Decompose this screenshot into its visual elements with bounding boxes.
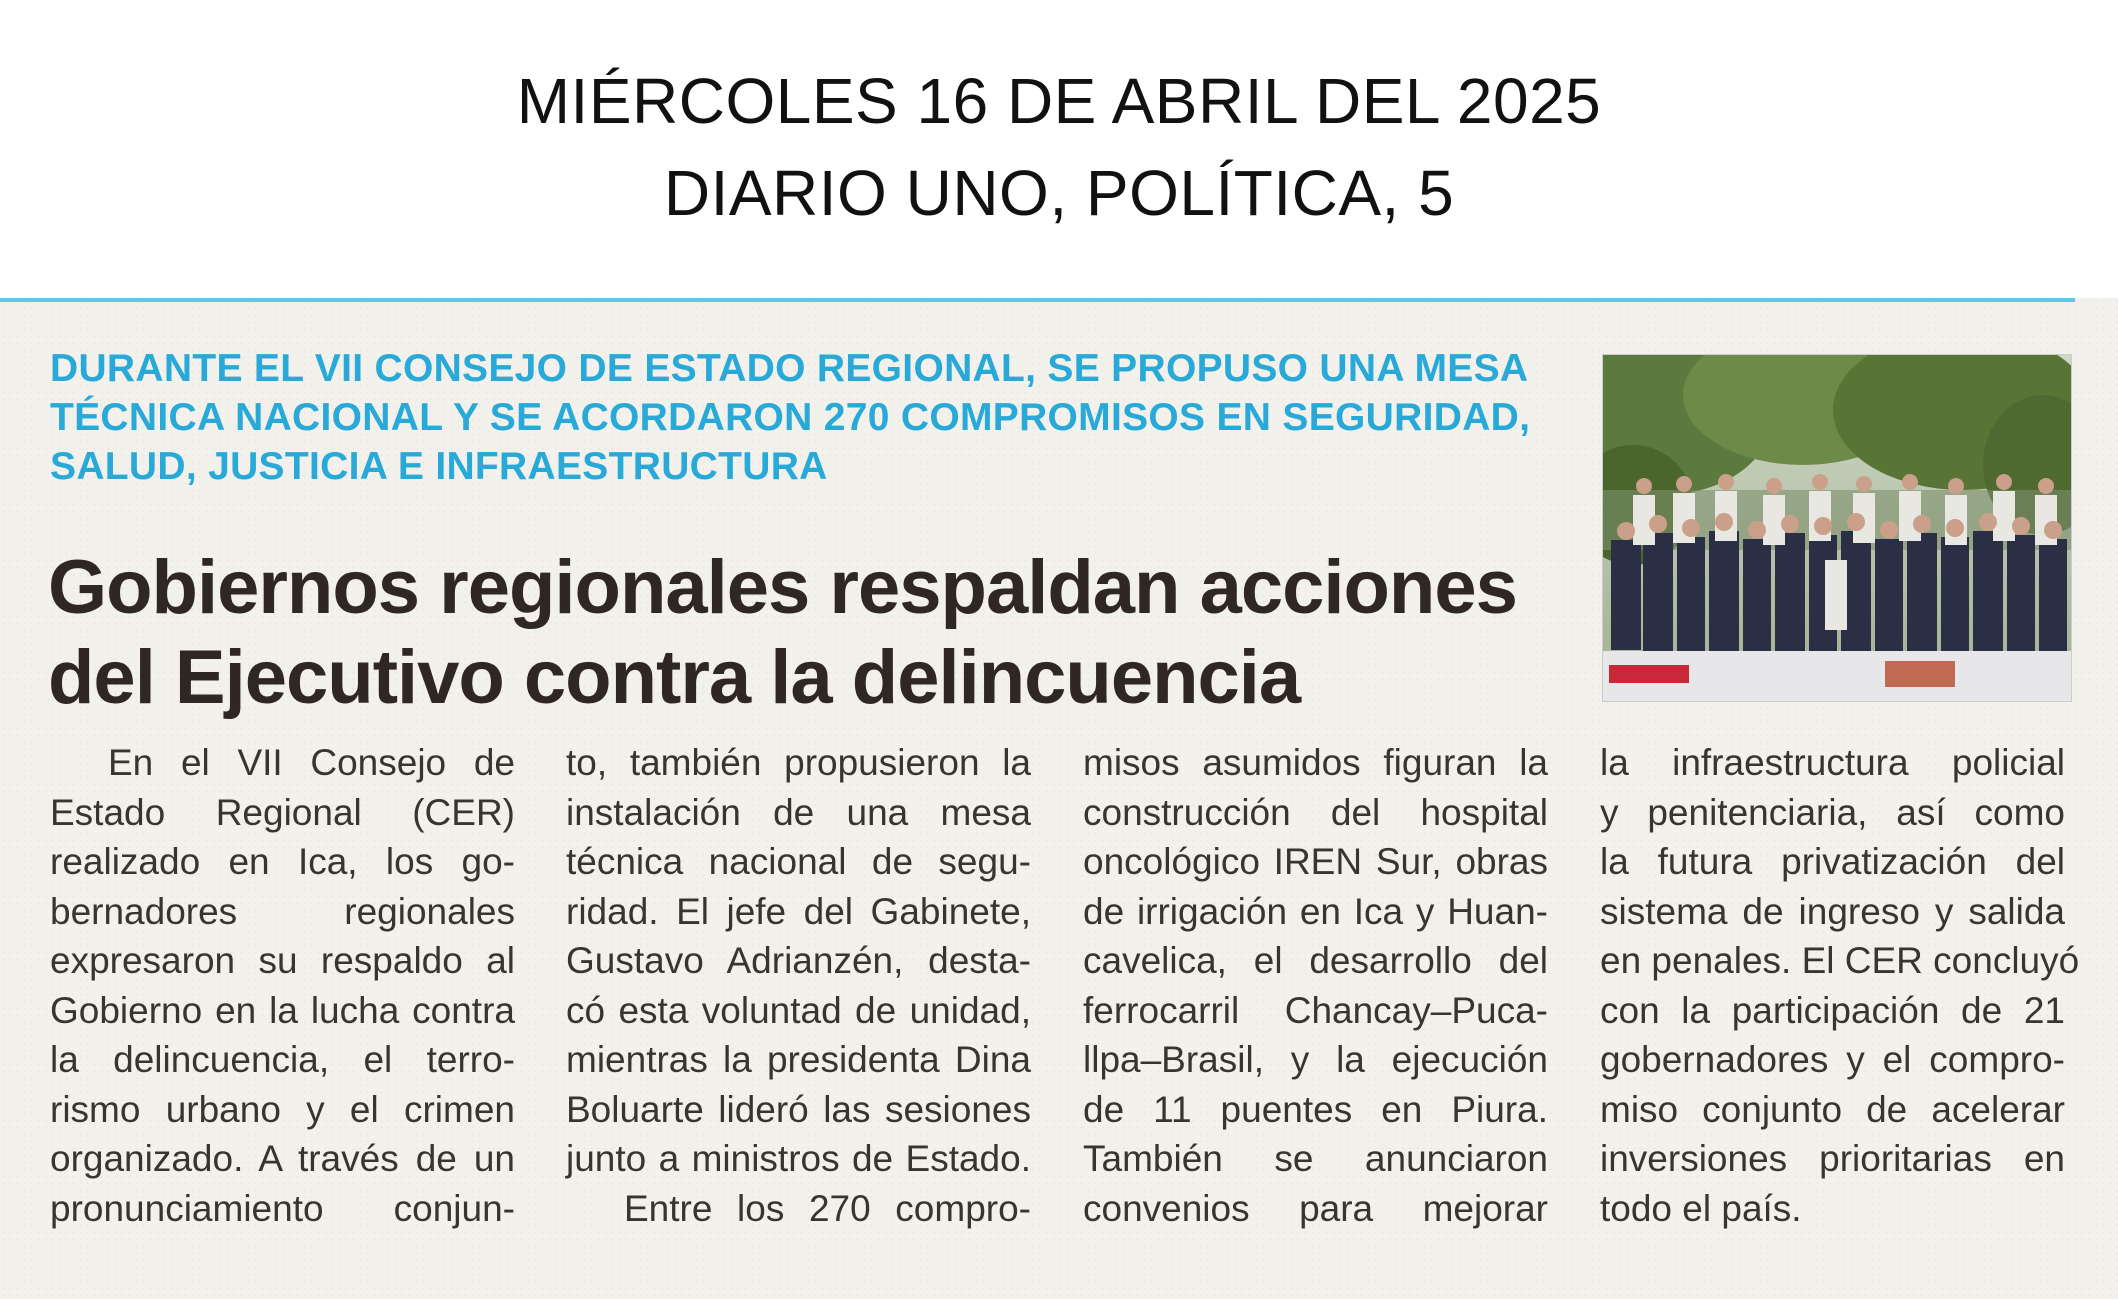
article-headline xyxy=(48,543,1548,723)
body-line: convenios para mejorar xyxy=(1083,1187,1548,1229)
publication-source: DIARIO UNO, POLÍTICA, 5 xyxy=(663,157,1455,229)
article-column-4 xyxy=(1600,738,2080,1233)
body-line: organizado. A través de un xyxy=(50,1138,515,1179)
body-line: gobernadores y el compro- xyxy=(1600,1039,2065,1080)
group-photo-icon xyxy=(1602,354,2072,702)
top-rule-divider xyxy=(0,298,2075,302)
body-line: expresaron su respaldo al xyxy=(50,940,515,981)
body-line: mientras la presidenta Dina xyxy=(566,1039,1031,1080)
article-column-3 xyxy=(1083,738,1548,1233)
article-column-2 xyxy=(566,738,1031,1233)
body-line: con la participación de 21 xyxy=(1600,989,2065,1031)
body-line: miso conjunto de acelerar xyxy=(1600,1088,2065,1130)
body-line: técnica nacional de segu- xyxy=(566,841,1031,882)
kicker-line: DURANTE EL VII CONSEJO DE ESTADO REGIONAL, SE PROPUSO UNA MESA xyxy=(50,347,1529,390)
body-line: cavelica, el desarrollo del xyxy=(1083,940,1548,981)
body-line: oncológico IREN Sur, obras xyxy=(1083,841,1548,882)
kicker-line: TÉCNICA NACIONAL Y SE ACORDARON 270 COMPROMISOS EN SEGURIDAD, xyxy=(50,396,1531,439)
article-column-1 xyxy=(50,738,515,1233)
body-line: realizado en Ica, los go- xyxy=(50,841,515,882)
body-line: pronunciamiento conjun- xyxy=(50,1187,515,1229)
newspaper-clipping xyxy=(0,298,2118,1299)
body-line: llpa–Brasil, y la ejecución xyxy=(1083,1039,1548,1080)
body-line: misos asumidos figuran la xyxy=(1083,742,1548,783)
body-line: Gustavo Adrianzén, desta- xyxy=(566,940,1031,981)
body-line: de 11 puentes en Piura. xyxy=(1083,1088,1548,1130)
kicker-line: SALUD, JUSTICIA E INFRAESTRUCTURA xyxy=(50,445,828,488)
body-line: Estado Regional (CER) xyxy=(50,791,515,833)
body-line: la futura privatización del xyxy=(1600,841,2065,882)
body-line: ridad. El jefe del Gabinete, xyxy=(566,890,1031,932)
body-line: la infraestructura policial xyxy=(1600,742,2065,783)
body-line: bernadores regionales xyxy=(50,890,515,932)
body-line: ferrocarril Chancay–Puca- xyxy=(1083,989,1548,1031)
body-line: en penales. El CER concluyó xyxy=(1600,940,2080,981)
body-line: junto a ministros de Estado. xyxy=(566,1138,1031,1179)
body-line: Entre los 270 compro- xyxy=(624,1187,1031,1229)
body-line: También se anunciaron xyxy=(1083,1138,1548,1179)
publication-date: MIÉRCOLES 16 DE ABRIL DEL 2025 xyxy=(516,65,1602,137)
body-line: la delincuencia, el terro- xyxy=(50,1039,515,1080)
body-line: todo el país. xyxy=(1600,1187,1802,1229)
body-line: instalación de una mesa xyxy=(566,791,1031,833)
body-line: to, también propusieron la xyxy=(566,742,1031,783)
body-line: rismo urbano y el crimen xyxy=(50,1088,515,1130)
body-line: Gobierno en la lucha contra xyxy=(50,989,515,1031)
body-line: de irrigación en Ica y Huan- xyxy=(1083,890,1548,932)
body-line: En el VII Consejo de xyxy=(108,742,515,783)
headline-line: del Ejecutivo contra la delincuencia xyxy=(48,635,1301,720)
body-line: sistema de ingreso y salida xyxy=(1600,890,2065,932)
body-line: có esta voluntad de unidad, xyxy=(566,989,1031,1031)
body-line: construcción del hospital xyxy=(1083,791,1548,833)
body-line: Boluarte lideró las sesiones xyxy=(566,1088,1031,1130)
clipping-header xyxy=(0,0,2118,290)
article-kicker xyxy=(50,344,1530,491)
headline-line: Gobiernos regionales respaldan acciones xyxy=(48,545,1517,630)
body-line: y penitenciaria, así como xyxy=(1600,791,2065,833)
body-line: inversiones prioritarias en xyxy=(1600,1138,2065,1179)
